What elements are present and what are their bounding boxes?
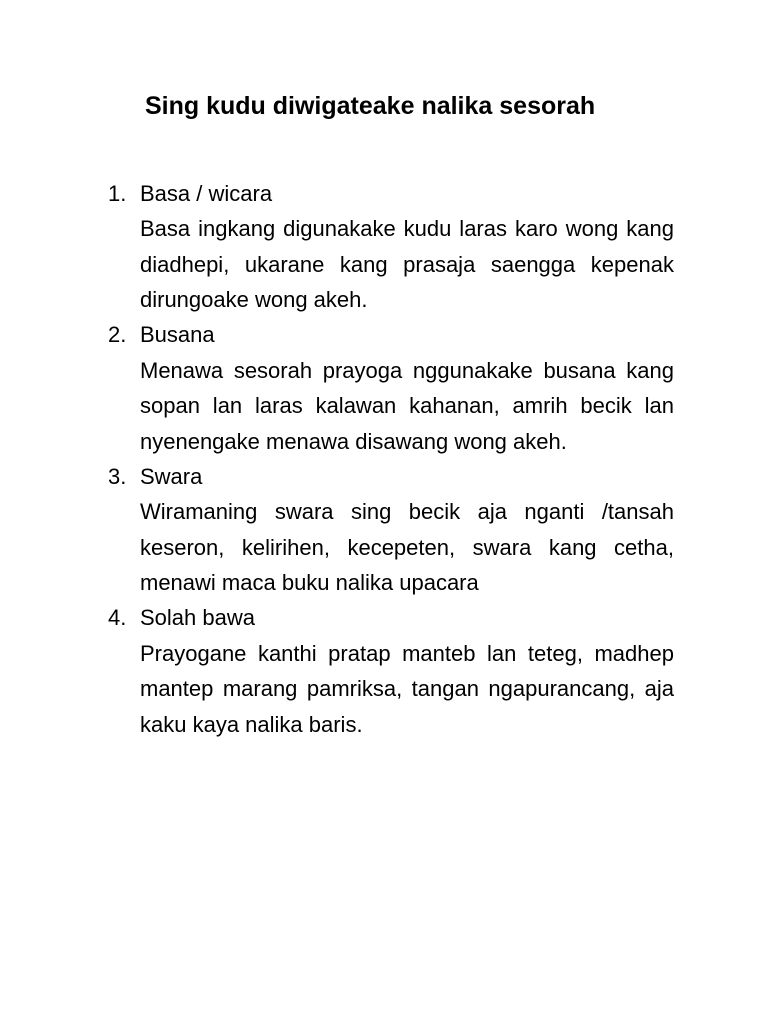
list-item-heading: Solah bawa (140, 605, 255, 630)
list-item-header (108, 318, 674, 353)
list-item-number: 3. (108, 463, 127, 489)
list-item-heading: Swara (140, 463, 203, 489)
list-item-header (108, 601, 674, 636)
list-item-heading: Busana (140, 322, 215, 347)
list-item-swara (108, 459, 674, 601)
list-item-number: 2. (108, 322, 127, 347)
list-item-body: Basa ingkang digunakake kudu laras karo wong kang diadhepi, ukarane kang prasaja saengga kepenak dirungoake wong akeh. (140, 216, 674, 312)
list-item-body: Menawa sesorah prayoga nggunakake busana kang sopan lan laras kalawan kahanan, amrih becik lan nyenengake menawa disawang wong akeh. (140, 357, 674, 454)
numbered-list (108, 176, 674, 742)
list-item-busana (108, 318, 674, 460)
list-item-solah-bawa (108, 601, 674, 743)
list-item-body: Prayogane kanthi pratap manteb lan teteg, madhep mantep marang pamriksa, tangan ngapurancang, aja kaku kaya nalika baris. (140, 640, 674, 737)
list-item-heading: Basa / wicara (140, 180, 273, 206)
list-item-header (108, 459, 674, 494)
list-item-body: Wiramaning swara sing becik aja nganti /tansah keseron, kelirihen, kecepeten, swara kang cetha, menawi maca buku nalika upacara (140, 499, 674, 595)
list-item-basa-wicara (108, 176, 674, 318)
list-item-number: 4. (108, 605, 127, 630)
list-item-header (108, 176, 674, 211)
list-item-number: 1. (108, 180, 127, 206)
document-title: Sing kudu diwigateake nalika sesorah (145, 92, 596, 120)
